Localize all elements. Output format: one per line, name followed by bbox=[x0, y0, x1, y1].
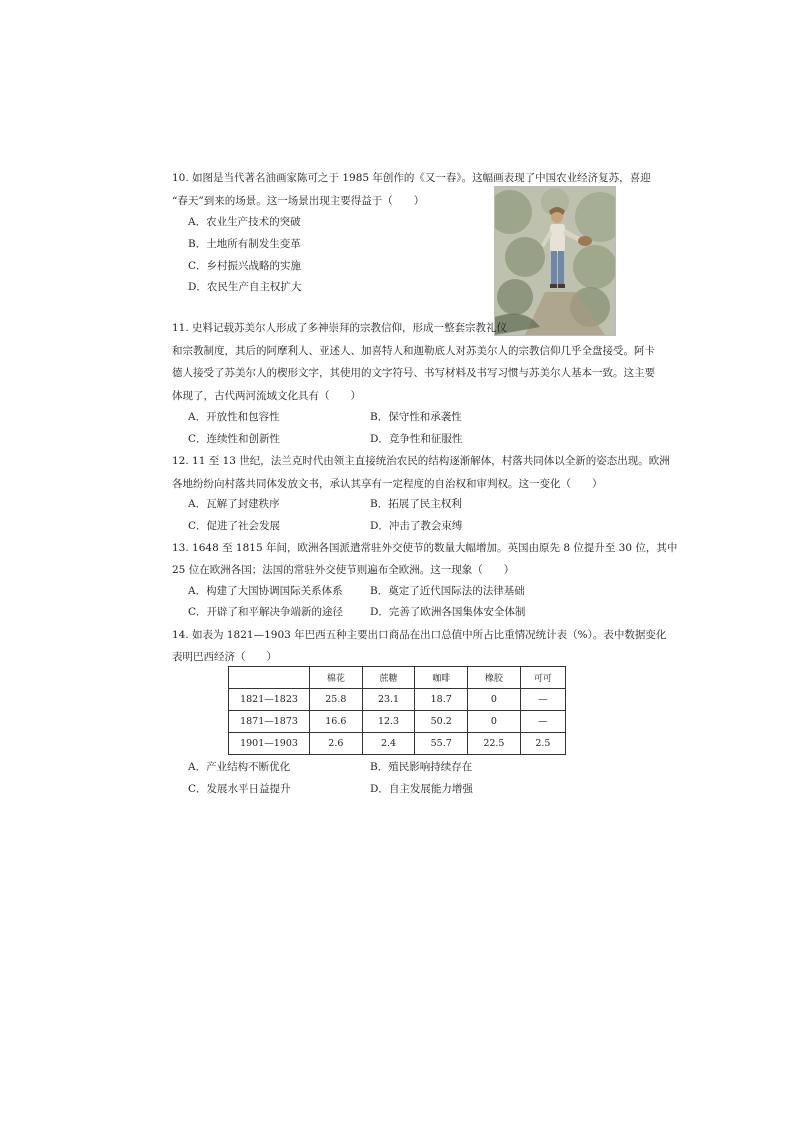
table-header-cell: 可可 bbox=[520, 667, 565, 689]
q10-option-a: A．农业生产技术的突破 bbox=[188, 216, 301, 228]
q11-option-b: B．保守性和承袭性 bbox=[370, 411, 462, 423]
table-cell: 0 bbox=[468, 689, 521, 711]
q10-option-b: B．土地所有制发生变革 bbox=[188, 238, 301, 250]
q13-option-d: D．完善了欧洲各国集体安全体制 bbox=[370, 606, 526, 618]
q14-option-b: B．殖民影响持续存在 bbox=[370, 761, 473, 773]
oil-painting-image bbox=[494, 186, 616, 336]
table-cell: 55.7 bbox=[415, 733, 468, 755]
table-cell: 2.6 bbox=[310, 733, 363, 755]
q11-line-3: 德人接受了苏美尔人的楔形文字，其使用的文字符号、书写材料及书写习惯与苏美尔人基本一致。这主要 bbox=[172, 367, 655, 379]
table-cell: 22.5 bbox=[468, 733, 521, 755]
q11-option-a: A．开放性和包容性 bbox=[188, 411, 280, 423]
table-row bbox=[229, 689, 566, 711]
q10-option-c: C．乡村振兴战略的实施 bbox=[188, 260, 302, 272]
table-cell: 2.5 bbox=[520, 733, 565, 755]
table-cell: 12.3 bbox=[362, 711, 415, 733]
q13-option-c: C．开辟了和平解决争端新的途径 bbox=[188, 606, 344, 618]
table-cell: 1901—1903 bbox=[229, 733, 310, 755]
q12-option-c: C．促进了社会发展 bbox=[188, 520, 281, 532]
q13-line-2: 25 位在欧洲各国；法国的常驻外交使节则遍布全欧洲。这一现象（ ） bbox=[172, 564, 515, 576]
q11-line-1: 11. 史料记载苏美尔人形成了多神崇拜的宗教信仰，形成一整套宗教礼仪 bbox=[172, 322, 508, 334]
q10-option-d: D．农民生产自主权扩大 bbox=[188, 281, 302, 293]
q11-line-4: 体现了，古代两河流域文化具有（ ） bbox=[172, 390, 361, 402]
export-share-table bbox=[228, 666, 566, 755]
q14-option-a: A．产业结构不断优化 bbox=[188, 761, 291, 773]
q14-line-2: 表明巴西经济（ ） bbox=[172, 651, 277, 663]
q14-line-1: 14. 如表为 1821—1903 年巴西五种主要出口商品在出口总值中所占比重情况统计表（%）。表中数据变化 bbox=[172, 629, 667, 641]
q12-line-2: 各地纷纷向村落共同体发放文书，承认其享有一定程度的自治权和审判权。这一变化（ ） bbox=[172, 478, 603, 490]
table-cell: 23.1 bbox=[362, 689, 415, 711]
table-row bbox=[229, 711, 566, 733]
table-cell: — bbox=[520, 711, 565, 733]
q12-option-d: D．冲击了教会束缚 bbox=[370, 520, 463, 532]
q11-option-c: C．连续性和创新性 bbox=[188, 433, 281, 445]
table-header-cell: 蔗糖 bbox=[362, 667, 415, 689]
table-cell: 18.7 bbox=[415, 689, 468, 711]
table-header-cell: 橡胶 bbox=[468, 667, 521, 689]
q12-line-1: 12. 11 至 13 世纪，法兰克时代由领主直接统治农民的结构逐渐解体，村落共同体以全新的姿态出现。欧洲 bbox=[172, 455, 670, 467]
q10-line-2: “春天”到来的场景。这一场景出现主要得益于（ ） bbox=[172, 195, 425, 207]
table-row bbox=[229, 733, 566, 755]
q12-option-a: A．瓦解了封建秩序 bbox=[188, 498, 280, 510]
q11-line-2: 和宗教制度，其后的阿摩利人、亚述人、加喜特人和迦勒底人对苏美尔人的宗教信仰几乎全盘接受。阿卡 bbox=[172, 345, 655, 357]
q11-option-d: D．竞争性和征服性 bbox=[370, 433, 463, 445]
table-cell: 0 bbox=[468, 711, 521, 733]
q14-option-c: C．发展水平日益提升 bbox=[188, 783, 291, 795]
table-header-cell: 咖啡 bbox=[415, 667, 468, 689]
table-cell: — bbox=[520, 689, 565, 711]
table-cell: 25.8 bbox=[310, 689, 363, 711]
table-header-row bbox=[229, 667, 566, 689]
table-cell: 1871—1873 bbox=[229, 711, 310, 733]
table-header-cell: 棉花 bbox=[310, 667, 363, 689]
q12-option-b: B．拓展了民主权利 bbox=[370, 498, 462, 510]
table-cell: 16.6 bbox=[310, 711, 363, 733]
table-cell: 2.4 bbox=[362, 733, 415, 755]
q10-line-1: 10. 如图是当代著名油画家陈可之于 1985 年创作的《又一春》。这幅画表现了中国农业经济复苏，喜迎 bbox=[172, 172, 651, 184]
q13-option-b: B．奠定了近代国际法的法律基础 bbox=[370, 585, 525, 597]
table-cell: 1821—1823 bbox=[229, 689, 310, 711]
table-header-cell bbox=[229, 667, 310, 689]
table-cell: 50.2 bbox=[415, 711, 468, 733]
q13-option-a: A．构建了大国协调国际关系体系 bbox=[188, 585, 343, 597]
q13-line-1: 13. 1648 至 1815 年间，欧洲各国派遣常驻外交使节的数量大幅增加。英国由原先 8 位提升至 30 位，其中 bbox=[172, 542, 678, 554]
q14-option-d: D．自主发展能力增强 bbox=[370, 783, 473, 795]
